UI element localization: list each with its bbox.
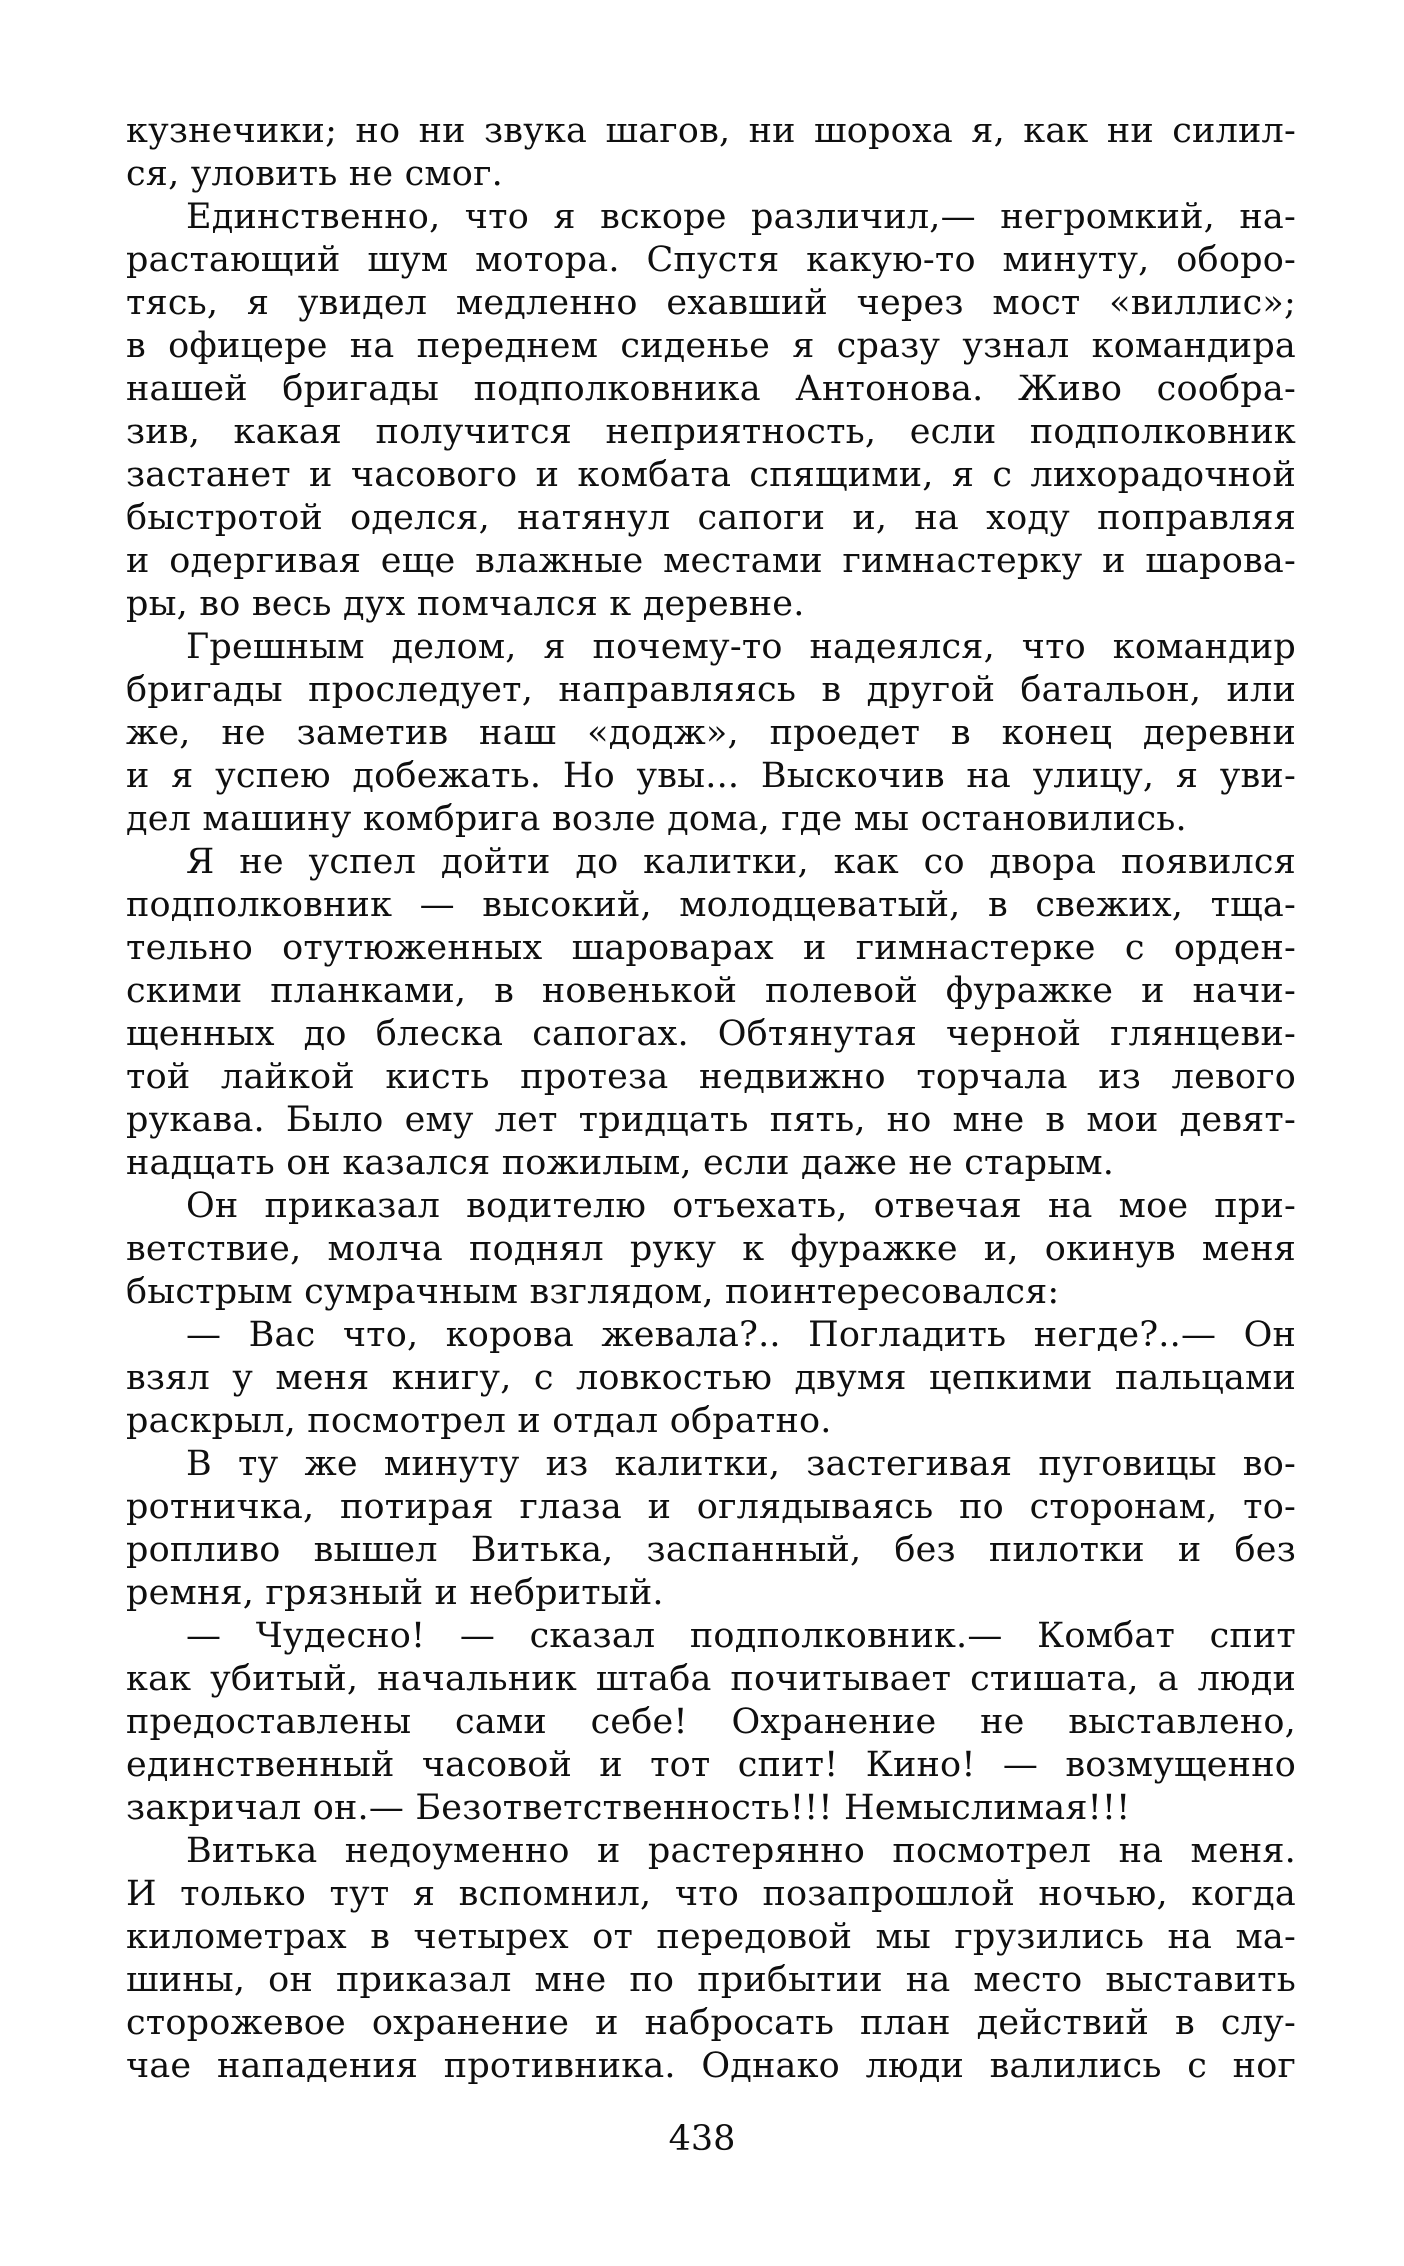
text-line: закричал он.— Безответственность!!! Немыслимая!!!: [126, 1788, 1131, 1828]
text-line: щенных до блеска сапогах. Обтянутая черной глянцеви-: [126, 1014, 1296, 1054]
text-line: той лайкой кисть протеза недвижно торчала из левого: [126, 1057, 1296, 1097]
text-line: раскрыл, посмотрел и отдал обратно.: [126, 1401, 832, 1441]
text-line: Я не успел дойти до калитки, как со двора появился: [186, 842, 1296, 882]
text-line: — Чудесно! — сказал подполковник.— Комбат спит: [186, 1616, 1296, 1656]
page-number: 438: [668, 2119, 736, 2159]
text-line: предоставлены сами себе! Охранение не выставлено,: [126, 1702, 1296, 1742]
paragraph-8: [126, 1615, 1296, 1830]
paragraph-9: [126, 1830, 1296, 2088]
text-line: Витька недоуменно и растерянно посмотрел на меня.: [186, 1831, 1296, 1871]
text-line: единственный часовой и тот спит! Кино! — возмущенно: [126, 1745, 1296, 1785]
text-line: Он приказал водителю отъехать, отвечая на мое при-: [186, 1186, 1296, 1226]
text-line: подполковник — высокий, молодцеватый, в свежих, тща-: [126, 885, 1296, 925]
paragraph-2: [126, 196, 1296, 626]
text-line: Грешным делом, я почему-то надеялся, что командир: [186, 627, 1296, 667]
text-line: и я успею добежать. Но увы... Выскочив на улицу, я уви-: [126, 756, 1296, 796]
text-line: как убитый, начальник штаба почитывает стишата, а люди: [126, 1659, 1296, 1699]
text-line: в офицере на переднем сиденье я сразу узнал командира: [126, 326, 1296, 366]
text-line: шины, он приказал мне по прибытии на место выставить: [126, 1960, 1296, 2000]
text-line: километрах в четырех от передовой мы грузились на ма-: [126, 1917, 1296, 1957]
text-line: Единственно, что я вскоре различил,— негромкий, на-: [186, 197, 1296, 237]
text-line: застанет и часового и комбата спящими, я с лихорадочной: [126, 455, 1296, 495]
text-line: рукава. Было ему лет тридцать пять, но мне в мои девят-: [126, 1100, 1296, 1140]
text-line: тясь, я увидел медленно ехавший через мост «виллис»;: [126, 283, 1296, 323]
text-line: взял у меня книгу, с ловкостью двумя цепкими пальцами: [126, 1358, 1296, 1398]
text-line: ротничка, потирая глаза и оглядываясь по сторонам, то-: [126, 1487, 1296, 1527]
text-line: чае нападения противника. Однако люди валились с ног: [126, 2046, 1296, 2086]
text-line: зив, какая получится неприятность, если подполковник: [126, 412, 1296, 452]
book-page-text: [126, 110, 1296, 2088]
text-line: дел машину комбрига возле дома, где мы остановились.: [126, 799, 1187, 839]
text-line: ры, во весь дух помчался к деревне.: [126, 584, 805, 624]
paragraph-1: [126, 110, 1296, 196]
text-line: — Вас что, корова жевала?.. Погладить негде?..— Он: [186, 1315, 1296, 1355]
text-line: кузнечики; но ни звука шагов, ни шороха я, как ни силил-: [126, 111, 1296, 151]
text-line: бригады проследует, направляясь в другой батальон, или: [126, 670, 1296, 710]
text-line: тельно отутюженных шароварах и гимнастерке с орден-: [126, 928, 1296, 968]
text-line: растающий шум мотора. Спустя какую-то минуту, оборо-: [126, 240, 1296, 280]
paragraph-5: [126, 1185, 1296, 1314]
paragraph-3: [126, 626, 1296, 841]
text-line: же, не заметив наш «додж», проедет в конец деревни: [126, 713, 1296, 753]
text-line: быстрым сумрачным взглядом, поинтересовался:: [126, 1272, 1060, 1312]
paragraph-7: [126, 1443, 1296, 1615]
text-line: сторожевое охранение и набросать план действий в слу-: [126, 2003, 1296, 2043]
text-line: ремня, грязный и небритый.: [126, 1573, 664, 1613]
paragraph-6: [126, 1314, 1296, 1443]
text-line: надцать он казался пожилым, если даже не старым.: [126, 1143, 1115, 1183]
text-line: ропливо вышел Витька, заспанный, без пилотки и без: [126, 1530, 1296, 1570]
text-line: ветствие, молча поднял руку к фуражке и, окинув меня: [126, 1229, 1296, 1269]
paragraph-4: [126, 841, 1296, 1185]
text-line: быстротой оделся, натянул сапоги и, на ходу поправляя: [126, 498, 1296, 538]
text-line: скими планками, в новенькой полевой фуражке и начи-: [126, 971, 1296, 1011]
text-line: и одергивая еще влажные местами гимнастерку и шарова-: [126, 541, 1296, 581]
text-line: нашей бригады подполковника Антонова. Живо сообра-: [126, 369, 1296, 409]
text-line: И только тут я вспомнил, что позапрошлой ночью, когда: [126, 1874, 1296, 1914]
text-line: ся, уловить не смог.: [126, 154, 503, 194]
text-line: В ту же минуту из калитки, застегивая пуговицы во-: [186, 1444, 1296, 1484]
